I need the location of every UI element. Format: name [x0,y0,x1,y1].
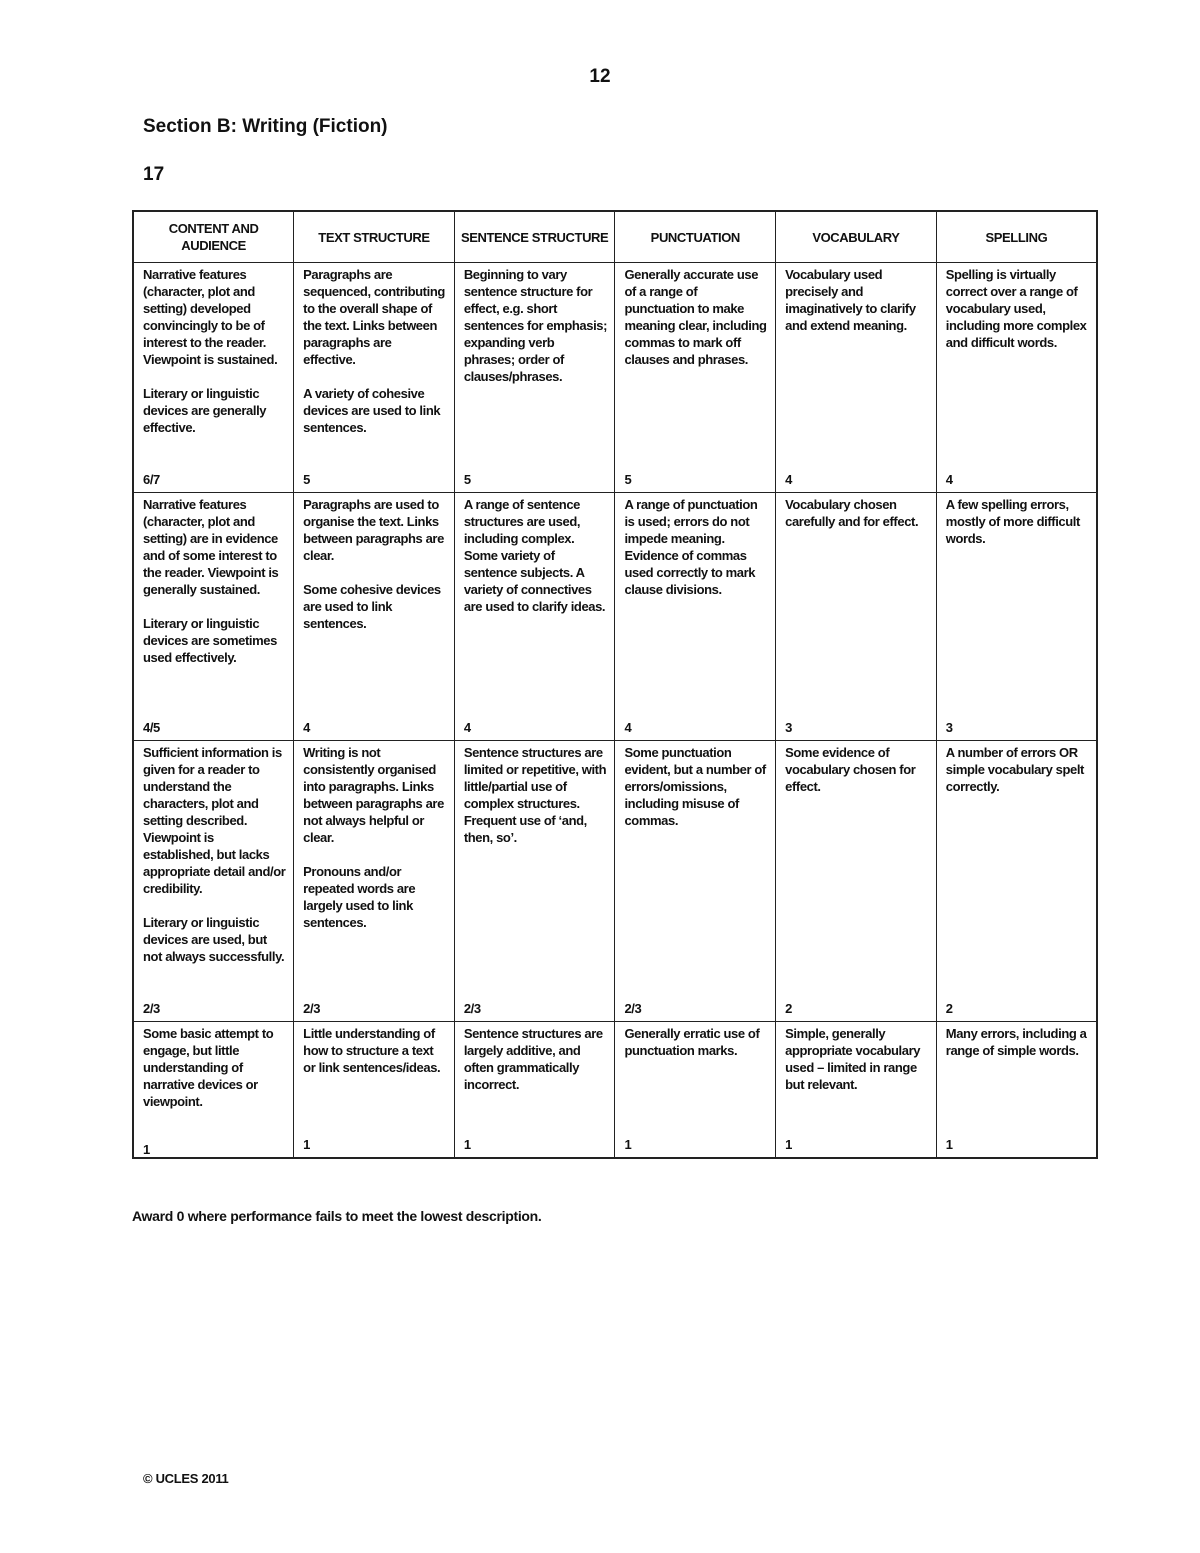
column-header-text-structure: TEXT STRUCTURE [294,211,455,263]
table-row [133,741,1097,1022]
table-row [133,263,1097,493]
descriptor-text: Some evidence of vocabulary chosen for effect. [785,745,916,794]
mark-value: 3 [785,720,792,735]
mark-value: 2 [785,1001,792,1016]
cell-vocabulary [776,1022,937,1159]
page-number: 12 [589,66,611,87]
mark-value: 3 [945,720,953,735]
descriptor-text: Some basic attempt to engage, but little understanding of narrative devices or viewpoint. [143,1026,274,1109]
descriptor-text: Pronouns and/or repeated words are largely used to link sentences. [303,864,416,930]
descriptor-text: A few spelling errors, mostly of more difficult words. [945,497,1080,546]
mark-value: 1 [143,1142,150,1157]
descriptor-text: Little understanding of how to structure a text or link sentences/ideas. [303,1026,441,1075]
cell-spelling [936,1022,1097,1159]
mark-value: 4 [945,472,953,487]
mark-value: 1 [463,1137,471,1152]
mark-value: 2/3 [463,1001,481,1016]
mark-value: 4 [463,720,471,735]
column-header-punctuation: PUNCTUATION [615,211,776,263]
cell-vocabulary [776,493,937,741]
cell-spelling [936,493,1097,741]
descriptor-text: Narrative features (character, plot and setting) developed convincingly to be of interest to the reader. Viewpoint is sustained. [143,267,278,367]
cell-content-audience [133,1022,294,1159]
descriptor-text: Sentence structures are largely additive, and often grammatically incorrect. [463,1026,603,1092]
descriptor-text: Some punctuation evident, but a number of errors/omissions, including misuse of commas. [624,745,766,828]
footnote: Award 0 where performance fails to meet the lowest description. [132,1208,542,1224]
cell-content-audience [133,741,294,1022]
descriptor-text: A range of punctuation is used; errors do not impede meaning. Evidence of commas used correctly to mark clause divisions. [624,497,758,597]
descriptor-text: Narrative features (character, plot and setting) are in evidence and of some interest to the reader. Viewpoint is generally sustained. [143,497,279,597]
mark-value: 2 [945,1001,953,1016]
descriptor-text: Vocabulary used precisely and imaginatively to clarify and extend meaning. [785,267,916,333]
mark-value: 2/3 [624,1001,642,1016]
cell-punctuation [615,493,776,741]
mark-value: 6/7 [143,472,160,487]
cell-content-audience [133,493,294,741]
cell-text-structure [294,1022,455,1159]
cell-punctuation [615,263,776,493]
descriptor-text: Writing is not consistently organised into paragraphs. Links between paragraphs are not always helpful or clear. [303,745,444,845]
descriptor-text: Beginning to vary sentence structure for effect, e.g. short sentences for emphasis; expanding verb phrases; order of clauses/phrases. [463,267,608,384]
mark-value: 1 [303,1137,310,1152]
cell-vocabulary [776,741,937,1022]
descriptor-text: Literary or linguistic devices are generally effective. [143,386,267,435]
column-header-vocabulary: VOCABULARY [776,211,937,263]
mark-value: 4 [303,720,310,735]
section-title: Section B: Writing (Fiction) [143,116,388,137]
cell-sentence-structure [454,741,615,1022]
cell-text-structure [294,263,455,493]
mark-value: 4/5 [143,720,160,735]
mark-value: 4 [785,472,792,487]
mark-value: 1 [945,1137,953,1152]
mark-value: 5 [303,472,310,487]
cell-spelling [936,263,1097,493]
cell-text-structure [294,493,455,741]
cell-punctuation [615,1022,776,1159]
column-header-content-audience: CONTENT AND AUDIENCE [133,211,294,263]
mark-value: 2/3 [303,1001,321,1016]
table-row [133,493,1097,741]
mark-value: 5 [624,472,632,487]
descriptor-text: Simple, generally appropriate vocabulary used – limited in range but relevant. [785,1026,921,1092]
mark-value: 1 [785,1137,792,1152]
cell-spelling [936,741,1097,1022]
cell-sentence-structure [454,263,615,493]
descriptor-text: Some cohesive devices are used to link sentences. [303,582,441,631]
table-header-row [133,211,1097,263]
descriptor-text: Vocabulary chosen carefully and for effect. [785,497,919,529]
descriptor-text: A number of errors OR simple vocabulary spelt correctly. [945,745,1084,794]
descriptor-text: Sufficient information is given for a reader to understand the characters, plot and setting described. Viewpoint is established, but lacks appropriate detail and/or credibility. [143,745,286,896]
column-header-spelling: SPELLING [936,211,1097,263]
column-header-sentence-structure: SENTENCE STRUCTURE [454,211,615,263]
mark-value: 1 [624,1137,632,1152]
question-number: 17 [143,164,165,185]
cell-vocabulary [776,263,937,493]
descriptor-text: A variety of cohesive devices are used to link sentences. [303,386,441,435]
mark-value: 2/3 [143,1001,160,1016]
descriptor-text: A range of sentence structures are used, including complex. Some variety of sentence subjects. A variety of connectives are used to clarify ideas. [463,497,606,614]
cell-sentence-structure [454,1022,615,1159]
copyright-notice: © UCLES 2011 [143,1471,229,1486]
cell-text-structure [294,741,455,1022]
cell-content-audience [133,263,294,493]
mark-value: 4 [624,720,632,735]
descriptor-text: Generally erratic use of punctuation marks. [624,1026,760,1058]
table-row [133,1022,1097,1159]
descriptor-text: Sentence structures are limited or repetitive, with little/partial use of complex structures. Frequent use of ‘and, then, so’. [463,745,607,845]
cell-sentence-structure [454,493,615,741]
cell-punctuation [615,741,776,1022]
descriptor-text: Literary or linguistic devices are used, but not always successfully. [143,915,285,964]
rubric-body [133,263,1097,1159]
descriptor-text: Paragraphs are sequenced, contributing to the overall shape of the text. Links between paragraphs are effective. [303,267,445,367]
descriptor-text: Many errors, including a range of simple words. [945,1026,1087,1058]
descriptor-text: Spelling is virtually correct over a range of vocabulary used, including more complex and difficult words. [945,267,1087,350]
descriptor-text: Paragraphs are used to organise the text. Links between paragraphs are clear. [303,497,444,563]
marking-rubric-table [132,210,1098,1159]
mark-value: 5 [463,472,471,487]
descriptor-text: Generally accurate use of a range of punctuation to make meaning clear, including commas to mark off clauses and phrases. [624,267,767,367]
descriptor-text: Literary or linguistic devices are sometimes used effectively. [143,616,277,665]
